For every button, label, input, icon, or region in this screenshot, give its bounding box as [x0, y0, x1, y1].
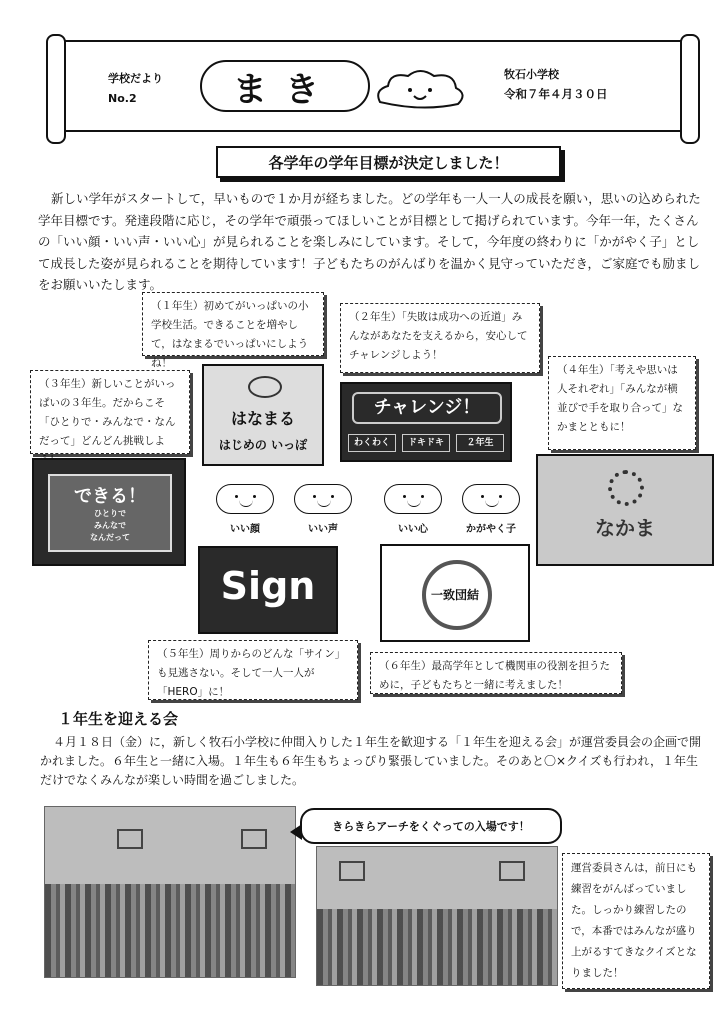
- smiling-cloud-icon: [372, 66, 468, 112]
- grade5-photo-title: Sign: [220, 564, 316, 608]
- grade2-tag: わくわく: [348, 434, 396, 452]
- grade1-goal-box: （１年生）初めてがいっぱいの小学校生活。できることを増やして，はなまるでいっぱいにしようね！: [142, 292, 324, 356]
- grade1-photo-subtitle: はじめの いっぽ: [218, 438, 308, 452]
- intro-paragraph: 新しい学年がスタートして，早いもので１か月が経ちました。どの学年も一人一人の成長を願い，思いの込められた学年目標です。発達段階に応じ，その学年で頑張ってほしいことが目標として掲げられています。今年一年，たくさんの「いい顔・いい声・いい心」が見られることを楽しみにしています。そして，今年度の終わりに「かがやく子」として成長した姿が見られることを期待しています！子どもたちのがんばりを温かく見守っていただき，ご家庭でも励ましをお願いいたします。: [38, 191, 701, 292]
- newsletter-label: 学校だより: [108, 72, 163, 85]
- smiling-cloud-icon: [462, 484, 520, 514]
- grade3-photo-line: なんだって: [90, 533, 130, 542]
- smiling-cloud-icon: [294, 484, 352, 514]
- grade2-goal-photo: [340, 382, 512, 462]
- cloud-label: いい心: [398, 524, 428, 535]
- issue-number: No.2: [108, 92, 137, 105]
- grade2-photo-title: チャレンジ！: [352, 392, 502, 424]
- speech-bubble: きらきらアーチをくぐっての入場です！: [300, 808, 562, 844]
- grade6-goal-box: （６年生）最高学年として機関車の役割を担うために，子どもたちと一緒に考えました！: [370, 652, 622, 694]
- welcome-event-photo-2: [316, 846, 558, 986]
- smiling-cloud-icon: [384, 484, 442, 514]
- section-heading-welcome: １年生を迎える会: [58, 710, 179, 728]
- grade3-photo-line: みんなで: [94, 521, 126, 530]
- grade1-goal-photo: [202, 364, 324, 466]
- grade4-photo-title: なかま: [595, 516, 655, 540]
- grade2-tag: ドキドキ: [402, 434, 450, 452]
- grade2-goal-box: （２年生）「失敗は成功への近道」みんながあなたを支えるから，安心してチャレンジしよう！: [340, 303, 540, 373]
- circle-of-hands-icon: [608, 470, 644, 506]
- grade5-goal-box: （５年生）周りからのどんな「サイン」も見逃さない。そして一人一人が「HERO」に！: [148, 640, 358, 700]
- welcome-event-photo-1: [44, 806, 296, 978]
- school-name: 牧石小学校: [504, 68, 559, 81]
- grade5-goal-photo: [198, 546, 338, 634]
- cloud-label: いい声: [308, 524, 338, 535]
- grade6-photo-title: 一致団結: [430, 588, 479, 602]
- grade3-photo-title: できる！: [74, 486, 146, 507]
- flower-icon: [248, 376, 282, 398]
- grade3-photo-line: ひとりで: [94, 509, 126, 518]
- grade6-goal-photo: [380, 544, 530, 642]
- grade2-tag: ２年生: [456, 434, 504, 452]
- newsletter-title: まき: [200, 60, 370, 112]
- section-heading-goals: 各学年の学年目標が決定しました！: [216, 146, 561, 178]
- grade1-photo-title: はなまる: [230, 409, 295, 428]
- smiling-cloud-icon: [216, 484, 274, 514]
- cloud-label: かがやく子: [466, 524, 516, 535]
- issue-date: 令和７年４月３０日: [504, 87, 608, 101]
- grade3-goal-photo: [32, 458, 186, 566]
- welcome-paragraph: ４月１８日（金）に，新しく牧石小学校に仲間入りした１年生を歓迎する「１年生を迎える会」が運営委員会の企画で開かれました。６年生と一緒に入場。１年生も６年生もちょっぴり緊張していました。そのあと〇×クイズも行われ，１年生だけでなくみんなが楽しい時間を過ごしました。: [40, 735, 702, 787]
- grade4-goal-photo: [536, 454, 714, 566]
- grade3-goal-box: （３年生）新しいことがいっぱいの３年生。だからこそ「ひとりで・みんなで・なんだって」どんどん挑戦しよ: [30, 370, 190, 454]
- cloud-label: いい顔: [230, 524, 260, 535]
- side-note-box: 運営委員さんは，前日にも練習をがんばっていました。しっかり練習したので，本番ではみんなが盛り上がるすてきなクイズとなりました！: [562, 853, 710, 989]
- grade4-goal-box: （４年生）「考えや思いは人それぞれ」「みんなが横並びで手を取り合って」なかまとともに！: [548, 356, 696, 450]
